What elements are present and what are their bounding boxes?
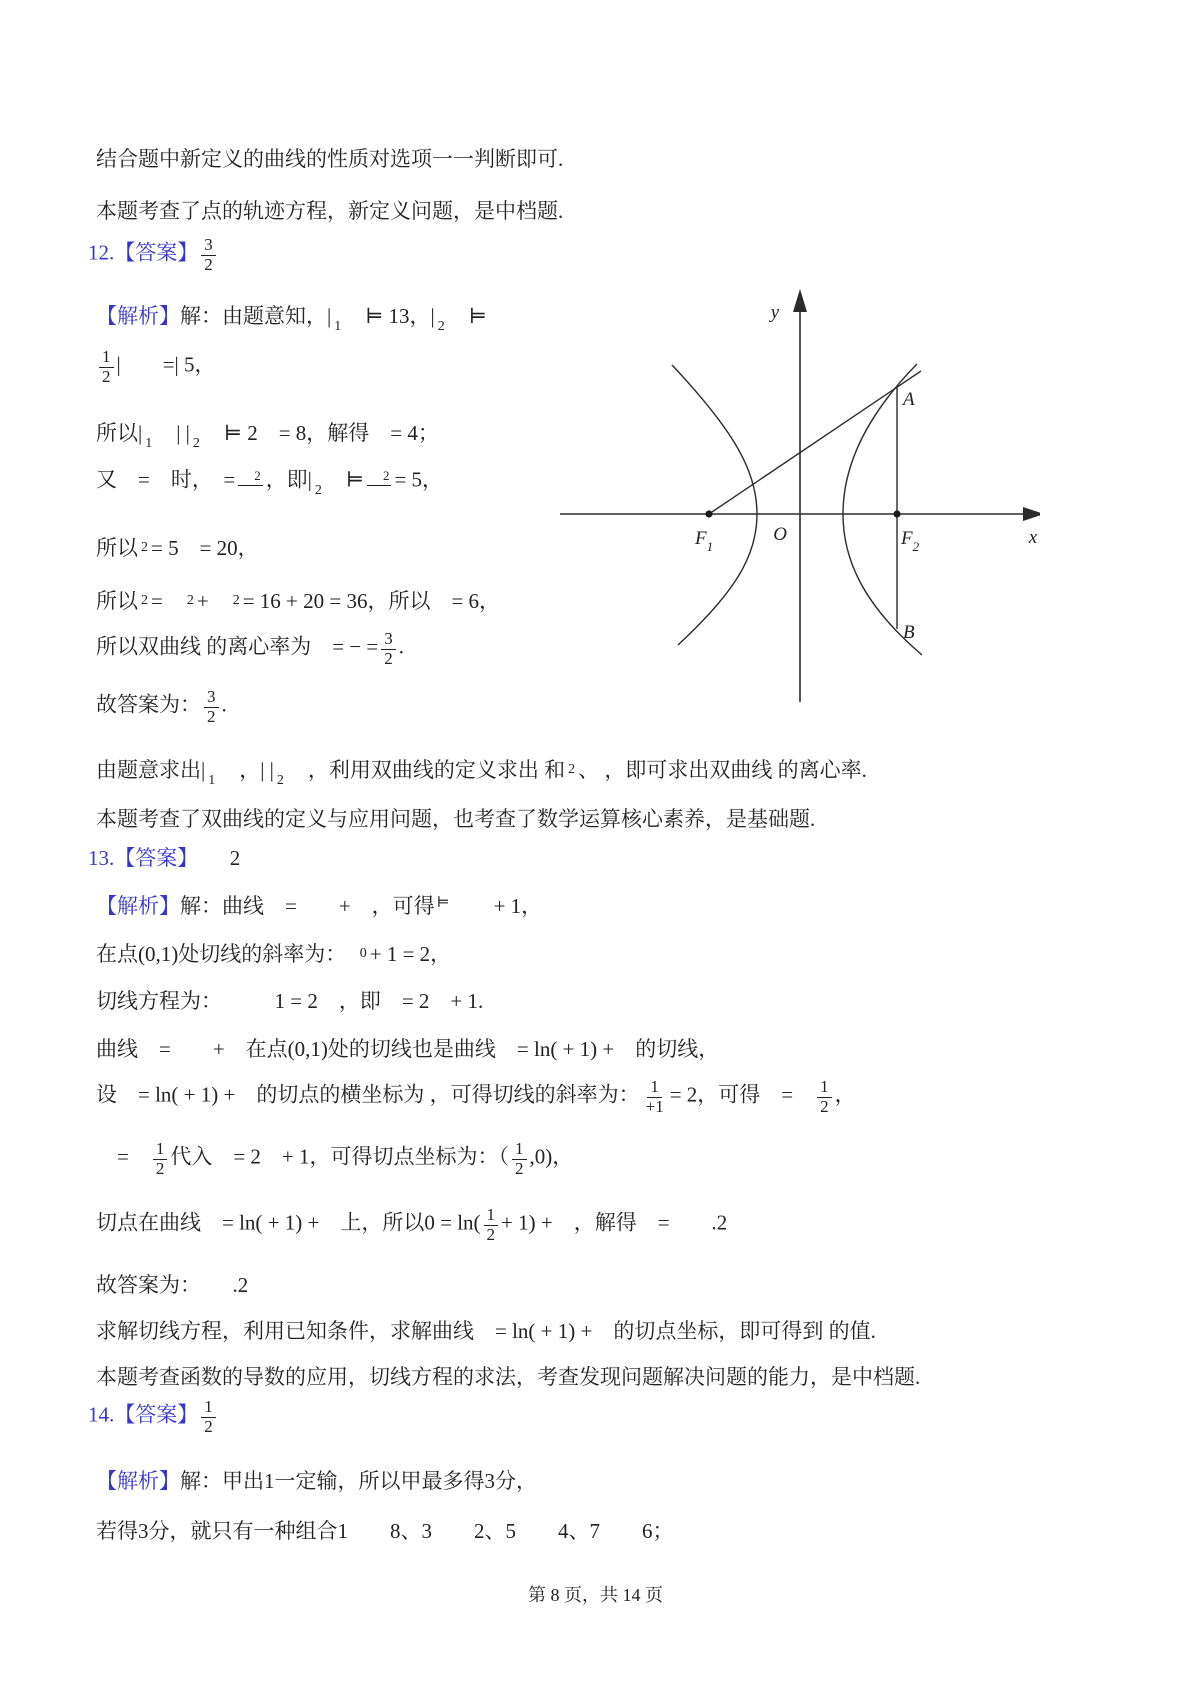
hyperbola-left-branch — [672, 365, 757, 645]
y-axis-label: y — [770, 302, 780, 323]
fraction-sup2: 2 — [367, 466, 392, 498]
line-f1-a — [709, 371, 921, 514]
fraction: $\frac{1}{+1}$ — [645, 1077, 664, 1116]
f2-label: $F_2$ — [901, 528, 920, 554]
y-axis-arrow-icon — [793, 289, 807, 312]
q13-solution-line-5: 设 = ln( + 1) + 的切点的横坐标为 ，可得切线的斜率为： $\frac{1}{+1}$ = 2，可得 = $\frac{1}{2}$ ， — [96, 1077, 856, 1116]
origin-label: O — [773, 524, 787, 545]
q12-solution-line-3: 所以| $_1$ | | $_2$ ⊨ 2 = 8，解得 = 4； — [96, 421, 439, 451]
fraction: $\frac{1}{2}$ — [99, 348, 114, 386]
q13-solution-line-3: 切线方程为： 1 = 2 ，即 = 2 + 1. — [96, 989, 484, 1013]
fraction: $\frac{1}{2}$ — [201, 1398, 216, 1436]
intro-line-2: 本题考查了点的轨迹方程，新定义问题，是中档题. — [96, 199, 564, 223]
f1-label: $F_1$ — [695, 528, 714, 554]
q14-answer-heading — [88, 1398, 219, 1436]
q12-answer-label: 【答案】 — [114, 240, 199, 265]
q14-solution-line-2: 若得3分，就只有一种组合1 8、3 2、5 4、7 6； — [96, 1519, 674, 1543]
point-a-label: A — [903, 389, 915, 410]
focus-f2-dot — [893, 510, 900, 517]
q13-solution-line-7: 切点在曲线 = ln( + 1) + 上，所以0 = ln( $\frac{1}{2}$ + 1) + ，解得 = .2 — [96, 1205, 728, 1244]
q12-solution-line-8: 故答案为： $\frac{3}{2}$ . — [96, 687, 227, 726]
fraction: $\frac{3}{2}$ — [201, 236, 216, 274]
q13-number: 13. — [88, 846, 115, 870]
q13-analysis-label: 【解析】 — [96, 894, 180, 918]
fraction: $\frac{1}{2}$ — [484, 1206, 499, 1244]
q13-solution-line-4: 曲线 = + 在点(0,1)处的切线也是曲线 = ln( + 1) + 的切线， — [96, 1037, 720, 1061]
page-footer: 第 8 页，共 14 页 — [528, 1585, 663, 1605]
q12-number: 12. — [88, 240, 115, 265]
x-axis-label: x — [1028, 527, 1038, 548]
q13-answer-value: 2 — [187, 846, 241, 870]
fraction: $\frac{1}{2}$ — [153, 1140, 168, 1178]
q14-answer-label: 【答案】 — [114, 1402, 199, 1427]
q13-answer-label: 【答案】 — [114, 846, 188, 870]
point-b-label: B — [903, 622, 915, 643]
q12-solution-line-9: 由题意求出| $_1$ ，| | $_2$ ，利用双曲线的定义求出 和 2 、 ，即可求出双曲线 的离心率. — [96, 758, 867, 788]
q12-analysis-label: 【解析】 — [96, 304, 180, 328]
q12-solution-line-2: $\frac{1}{2}$ | =| 5， — [96, 348, 216, 386]
intro-line-1: 结合题中新定义的曲线的性质对选项一一判断即可. — [96, 147, 564, 171]
hyperbola-figure — [535, 272, 1040, 702]
q12-answer-heading — [88, 236, 219, 274]
fraction: $\frac{1}{2}$ — [512, 1140, 527, 1178]
q12-solution-line-1: 【解析】解：由题意知，| $_1$ ⊨ 13，| $_2$ ⊨ — [96, 304, 487, 334]
q13-solution-line-10: 本题考查函数的导数的应用，切线方程的求法，考查发现问题解决问题的能力，是中档题. — [96, 1365, 921, 1389]
q13-solution-line-9: 求解切线方程，利用已知条件，求解曲线 = ln( + 1) + 的切点坐标，即可得到 的值. — [96, 1319, 876, 1343]
fraction-sup2: 2 — [238, 466, 263, 498]
q14-solution-line-1: 【解析】解：甲出1一定输，所以甲最多得3分， — [96, 1469, 537, 1493]
q12-solution-line-5: 所以 2 = 5 = 20， — [96, 536, 259, 560]
focus-f1-dot — [705, 510, 712, 517]
q13-solution-line-1: 【解析】解：曲线 = + ，可得 ⊨ + 1， — [96, 894, 543, 918]
q12-solution-line-10: 本题考查了双曲线的定义与应用问题，也考查了数学运算核心素养，是基础题. — [96, 807, 816, 831]
fraction: $\frac{3}{2}$ — [381, 630, 396, 668]
q13-solution-line-6: = $\frac{1}{2}$ 代入 = 2 + 1，可得切点坐标为：（ $\frac{1}{2}$ ,0)， — [96, 1139, 574, 1178]
q14-analysis-label: 【解析】 — [96, 1469, 180, 1493]
x-axis-arrow-icon — [1023, 507, 1040, 521]
fraction: $\frac{3}{2}$ — [204, 688, 219, 726]
q13-solution-line-2: 在点(0,1)处切线的斜率为： 0 + 1 = 2， — [96, 942, 452, 966]
q12-solution-line-7: 所以双曲线 的离心率为 = − = $\frac{3}{2}$ . — [96, 629, 405, 668]
q12-solution-line-6: 所以 2 = 2 + 2 = 16 + 20 = 36，所以 = 6， — [96, 589, 501, 613]
q12-solution-line-4: 又 = 时， = 2 ，即| $_2$ ⊨ 2 = 5， — [96, 467, 444, 498]
fraction: $\frac{1}{2}$ — [817, 1078, 832, 1116]
q14-number: 14. — [88, 1402, 115, 1427]
q13-answer-heading — [88, 845, 240, 871]
q13-solution-line-8: 故答案为： .2 — [96, 1273, 249, 1297]
